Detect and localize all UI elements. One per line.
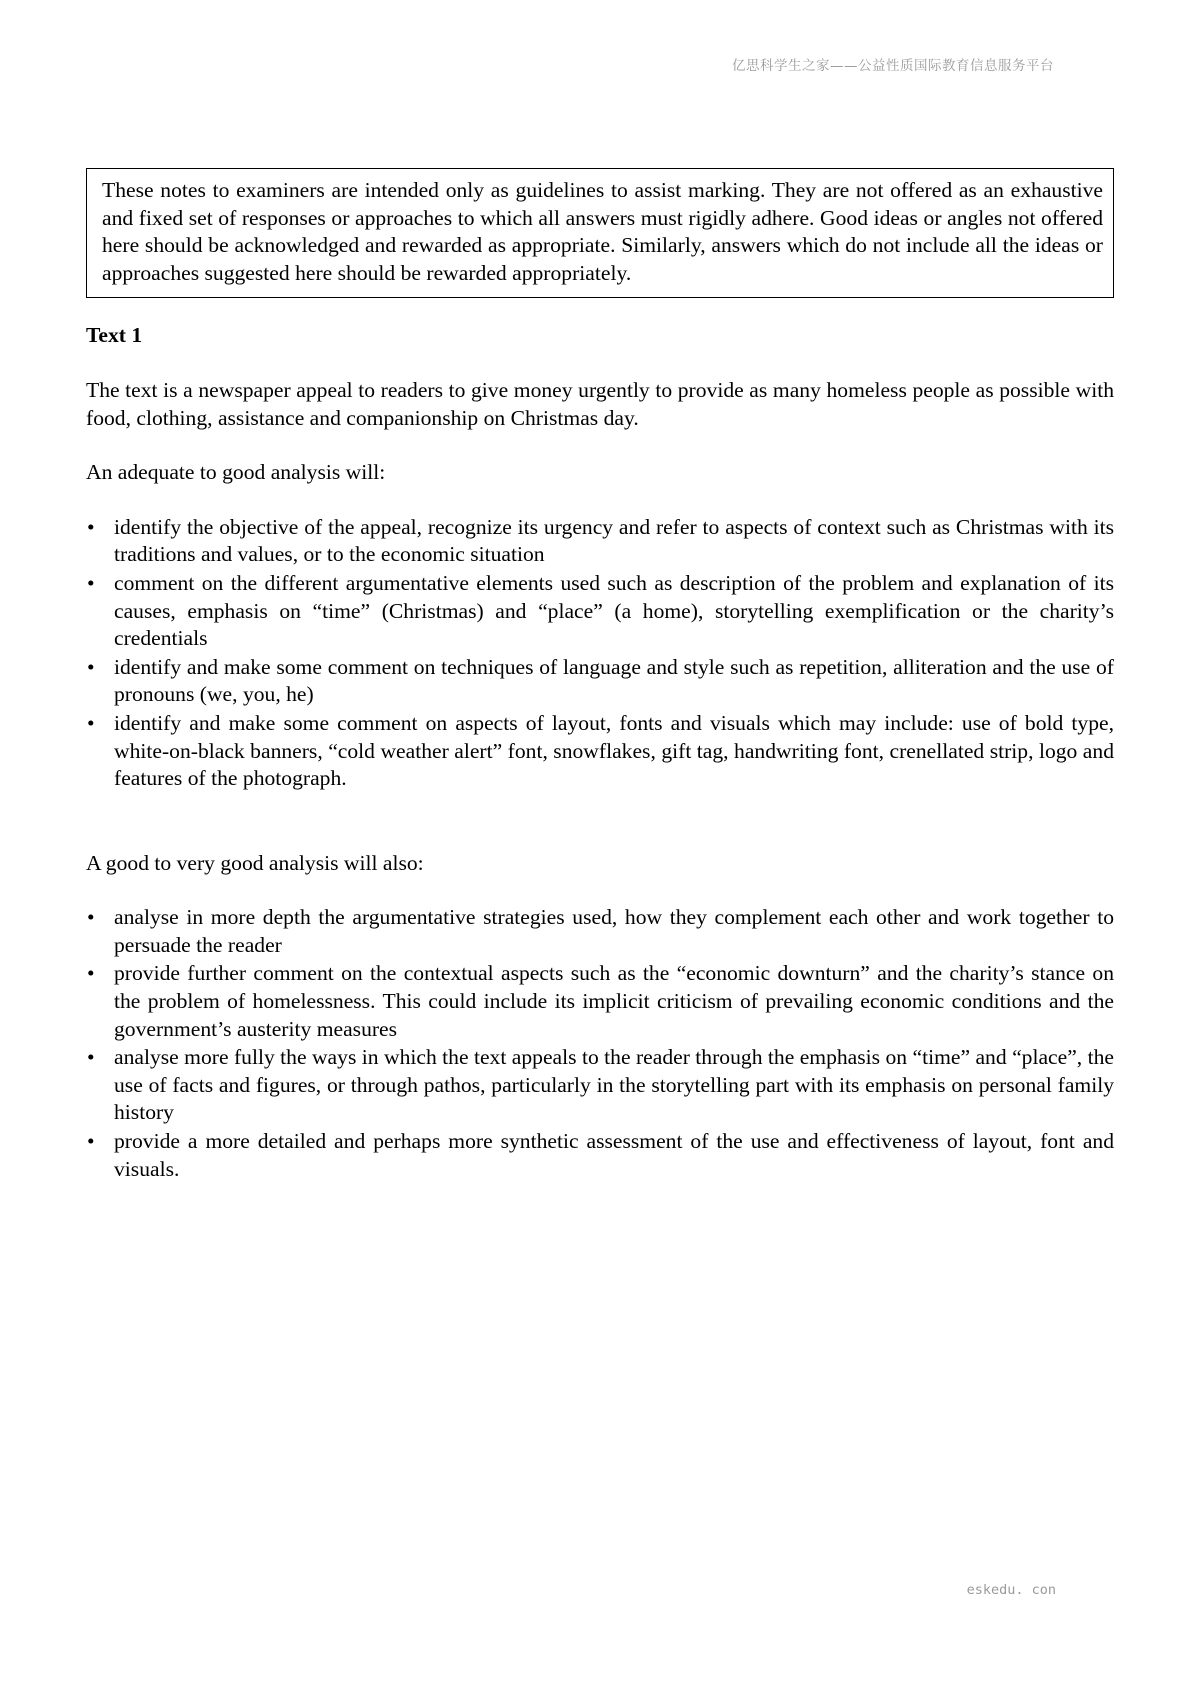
section-heading: Text 1 [86,323,143,348]
list-item-text: identify and make some comment on aspects of layout, fonts and visuals which may include: use of bold type, white-on-black banners, “cold weather alert” font, snowflakes, gift tag, handwriting font, crenellated strip, logo and features of the photograph. [114,710,1114,791]
list-item [86,570,1114,653]
list-item [86,904,1114,959]
bullet-icon: • [87,961,95,986]
header-watermark: 亿思科学生之家——公益性质国际教育信息服务平台 [732,58,1054,74]
list-item [86,1128,1114,1183]
document-body [86,168,1114,1184]
list-item [86,514,1114,569]
bullet-icon: • [87,570,95,595]
list-item-text: comment on the different argumentative elements used such as description of the problem and explanation of its causes, emphasis on “time” (Christmas) and “place” (a home), storytelling exemplification or the charity’s credentials [114,570,1114,651]
list-item-text: identify and make some comment on techniques of language and style such as repetition, alliteration and the use of pronouns (we, you, he) [114,654,1114,707]
adequate-analysis-lead: An adequate to good analysis will: [86,460,386,485]
bullet-icon: • [87,710,95,735]
list-item-text: analyse more fully the ways in which the text appeals to the reader through the emphasis on “time” and “place”, the use of facts and figures, or through pathos, particularly in the storytelling part with its emphasis on personal family history [114,1045,1114,1125]
list-item-text: identify the objective of the appeal, recognize its urgency and refer to aspects of context such as Christmas with its traditions and values, or to the economic situation [114,514,1114,567]
list-item [86,710,1114,793]
list-item-text: analyse in more depth the argumentative strategies used, how they complement each other and work together to persuade the reader [114,905,1114,957]
good-analysis-lead: A good to very good analysis will also: [86,850,424,875]
bullet-icon: • [87,514,95,539]
examiner-notice-text: These notes to examiners are intended only as guidelines to assist marking. They are not offered as an exhaustive and fixed set of responses or approaches to which all answers must rigidly adhere. Good ideas or angles not offered here should be acknowledged and rewarded as appropriate. Similarly, answers which do not include all the ideas or approaches suggested here should be rewarded appropriately. [102,178,1103,285]
bullet-icon: • [87,905,95,930]
list-item [86,654,1114,709]
examiner-notice-box [86,168,1114,298]
list-item [86,1044,1114,1127]
list-item-text: provide a more detailed and perhaps more synthetic assessment of the use and effectiveness of layout, font and visuals. [114,1129,1114,1181]
good-analysis-list [86,904,1114,1183]
bullet-icon: • [87,1129,95,1154]
footer-watermark: eskedu. con [966,1582,1056,1598]
list-item-text: provide further comment on the contextual aspects such as the “economic downturn” and the charity’s stance on the problem of homelessness. This could include its implicit criticism of prevailing economic conditions and the government’s austerity measures [114,961,1114,1041]
section-intro: The text is a newspaper appeal to readers to give money urgently to provide as many homeless people as possible with food, clothing, assistance and companionship on Christmas day. [86,377,1114,430]
list-item [86,960,1114,1043]
bullet-icon: • [87,654,95,679]
bullet-icon: • [87,1045,95,1070]
adequate-analysis-list [86,514,1114,793]
